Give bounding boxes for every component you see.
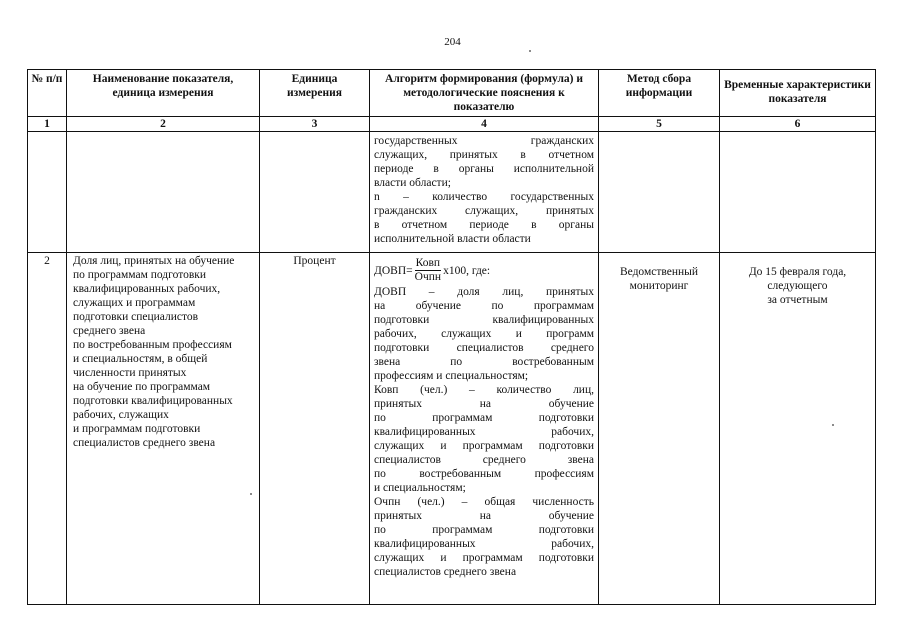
algorithm-line: по программам подготовки — [374, 412, 594, 424]
header-cell: № п/п — [28, 70, 67, 117]
algorithm-line: по востребованным профессиям — [374, 468, 594, 480]
algorithm-line: специалистов среднего звена — [374, 566, 517, 578]
indicator-name-line: и программам подготовки — [73, 423, 201, 435]
unit-cell — [260, 253, 370, 605]
method-line: Ведомственный — [619, 266, 699, 278]
indicator-name-line: специалистов среднего звена — [73, 437, 216, 449]
collection-method-cell — [599, 253, 720, 605]
indicator-name-line: численности принятых — [73, 367, 187, 379]
page-number: 204 — [444, 36, 461, 48]
table-row-continuation — [28, 132, 876, 253]
indicator-name-line: и специальностям, в общей — [73, 353, 208, 365]
algorithm-line: по программам подготовки — [374, 524, 594, 536]
algorithm-line: специалистов среднего звена — [374, 454, 594, 466]
column-number: 2 — [67, 117, 260, 132]
empty-cell — [28, 132, 67, 253]
header-cell: Наименование показателя, единица измерения — [67, 70, 260, 117]
algorithm-line: ДОВП – доля лиц, принятых — [374, 286, 594, 298]
algorithm-line: исполнительной власти области — [374, 233, 531, 245]
time-line: следующего — [767, 280, 828, 292]
indicator-name-line: подготовки квалифицированных — [73, 395, 233, 407]
algorithm-cell — [370, 132, 599, 253]
algorithm-line: принятых на обучение — [374, 398, 594, 410]
indicator-name-line: рабочих, служащих — [73, 409, 169, 421]
algorithm-line: государственных гражданских — [374, 135, 594, 147]
indicator-name-line: по востребованным профессиям — [73, 339, 232, 351]
header-cell: Алгоритм формирования (формула) и методологические пояснения к показателю — [370, 70, 599, 117]
algorithm-line: профессиям и специальностям; — [374, 370, 529, 382]
algorithm-line: в отчетном периоде в органы — [374, 219, 594, 231]
indicator-name-line: среднего звена — [73, 325, 146, 337]
header-cell: Единица измерения — [260, 70, 370, 117]
algorithm-line: служащих и программам подготовки — [374, 552, 594, 564]
algorithm-line: служащих и программам подготовки — [374, 440, 594, 452]
column-number: 4 — [370, 117, 599, 132]
indicator-name-line: по программам подготовки — [73, 269, 206, 281]
time-line: До 15 февраля года, — [748, 266, 847, 278]
formula-numerator: Ковп — [415, 257, 441, 269]
algorithm-line: власти области; — [374, 177, 451, 189]
algorithm-line: на обучение по программам — [374, 300, 594, 312]
header-cell: Метод сбора информации — [599, 70, 720, 117]
formula — [374, 257, 594, 284]
column-number-row — [28, 117, 876, 132]
algorithm-line: рабочих, служащих и программ — [374, 328, 594, 340]
indicator-name-line: квалифицированных рабочих, — [73, 283, 221, 295]
indicator-name-line: Доля лиц, принятых на обучение — [73, 255, 235, 267]
method-line: мониторинг — [629, 280, 689, 292]
time-characteristics-cell — [720, 253, 876, 605]
column-number: 6 — [720, 117, 876, 132]
algorithm-line: квалифицированных рабочих, — [374, 538, 594, 550]
indicator-name-line: на обучение по программам — [73, 381, 211, 393]
formula-denominator: Очпн — [414, 271, 442, 283]
formula-lhs: ДОВП= — [374, 264, 413, 277]
algorithm-line: Ковп (чел.) – количество лиц, — [374, 384, 594, 396]
table-row — [28, 253, 876, 605]
algorithm-line: принятых на обучение — [374, 510, 594, 522]
algorithm-line: и специальностям; — [374, 482, 466, 494]
formula-fraction — [415, 257, 441, 284]
row-number: 2 — [28, 253, 67, 605]
algorithm-line: гражданских служащих, принятых — [374, 205, 594, 217]
algorithm-line: служащих, принятых в отчетном — [374, 149, 594, 161]
unit-value: Процент — [293, 255, 336, 267]
formula-rhs: х100, где: — [443, 264, 491, 277]
header-cell: Временные характеристики показателя — [720, 70, 876, 117]
empty-cell — [67, 132, 260, 253]
empty-cell — [720, 132, 876, 253]
time-line: за отчетным — [767, 294, 828, 306]
algorithm-cell — [370, 253, 599, 605]
algorithm-line: n – количество государственных — [374, 191, 594, 203]
indicator-name-line: подготовки специалистов — [73, 311, 199, 323]
algorithm-line: квалифицированных рабочих, — [374, 426, 594, 438]
empty-cell — [599, 132, 720, 253]
algorithm-line: звена по востребованным — [374, 356, 594, 368]
algorithm-line: периоде в органы исполнительной — [374, 163, 594, 175]
empty-cell — [260, 132, 370, 253]
algorithm-line: подготовки специалистов среднего — [374, 342, 594, 354]
column-number: 5 — [599, 117, 720, 132]
column-number: 3 — [260, 117, 370, 132]
algorithm-line: Очпн (чел.) – общая численность — [374, 496, 594, 508]
indicator-table — [27, 69, 876, 605]
header-row — [28, 70, 876, 117]
indicator-name-line: служащих и программам — [73, 297, 196, 309]
column-number: 1 — [28, 117, 67, 132]
algorithm-line: подготовки квалифицированных — [374, 314, 594, 326]
indicator-name-cell — [67, 253, 260, 605]
scan-speck — [529, 50, 531, 52]
